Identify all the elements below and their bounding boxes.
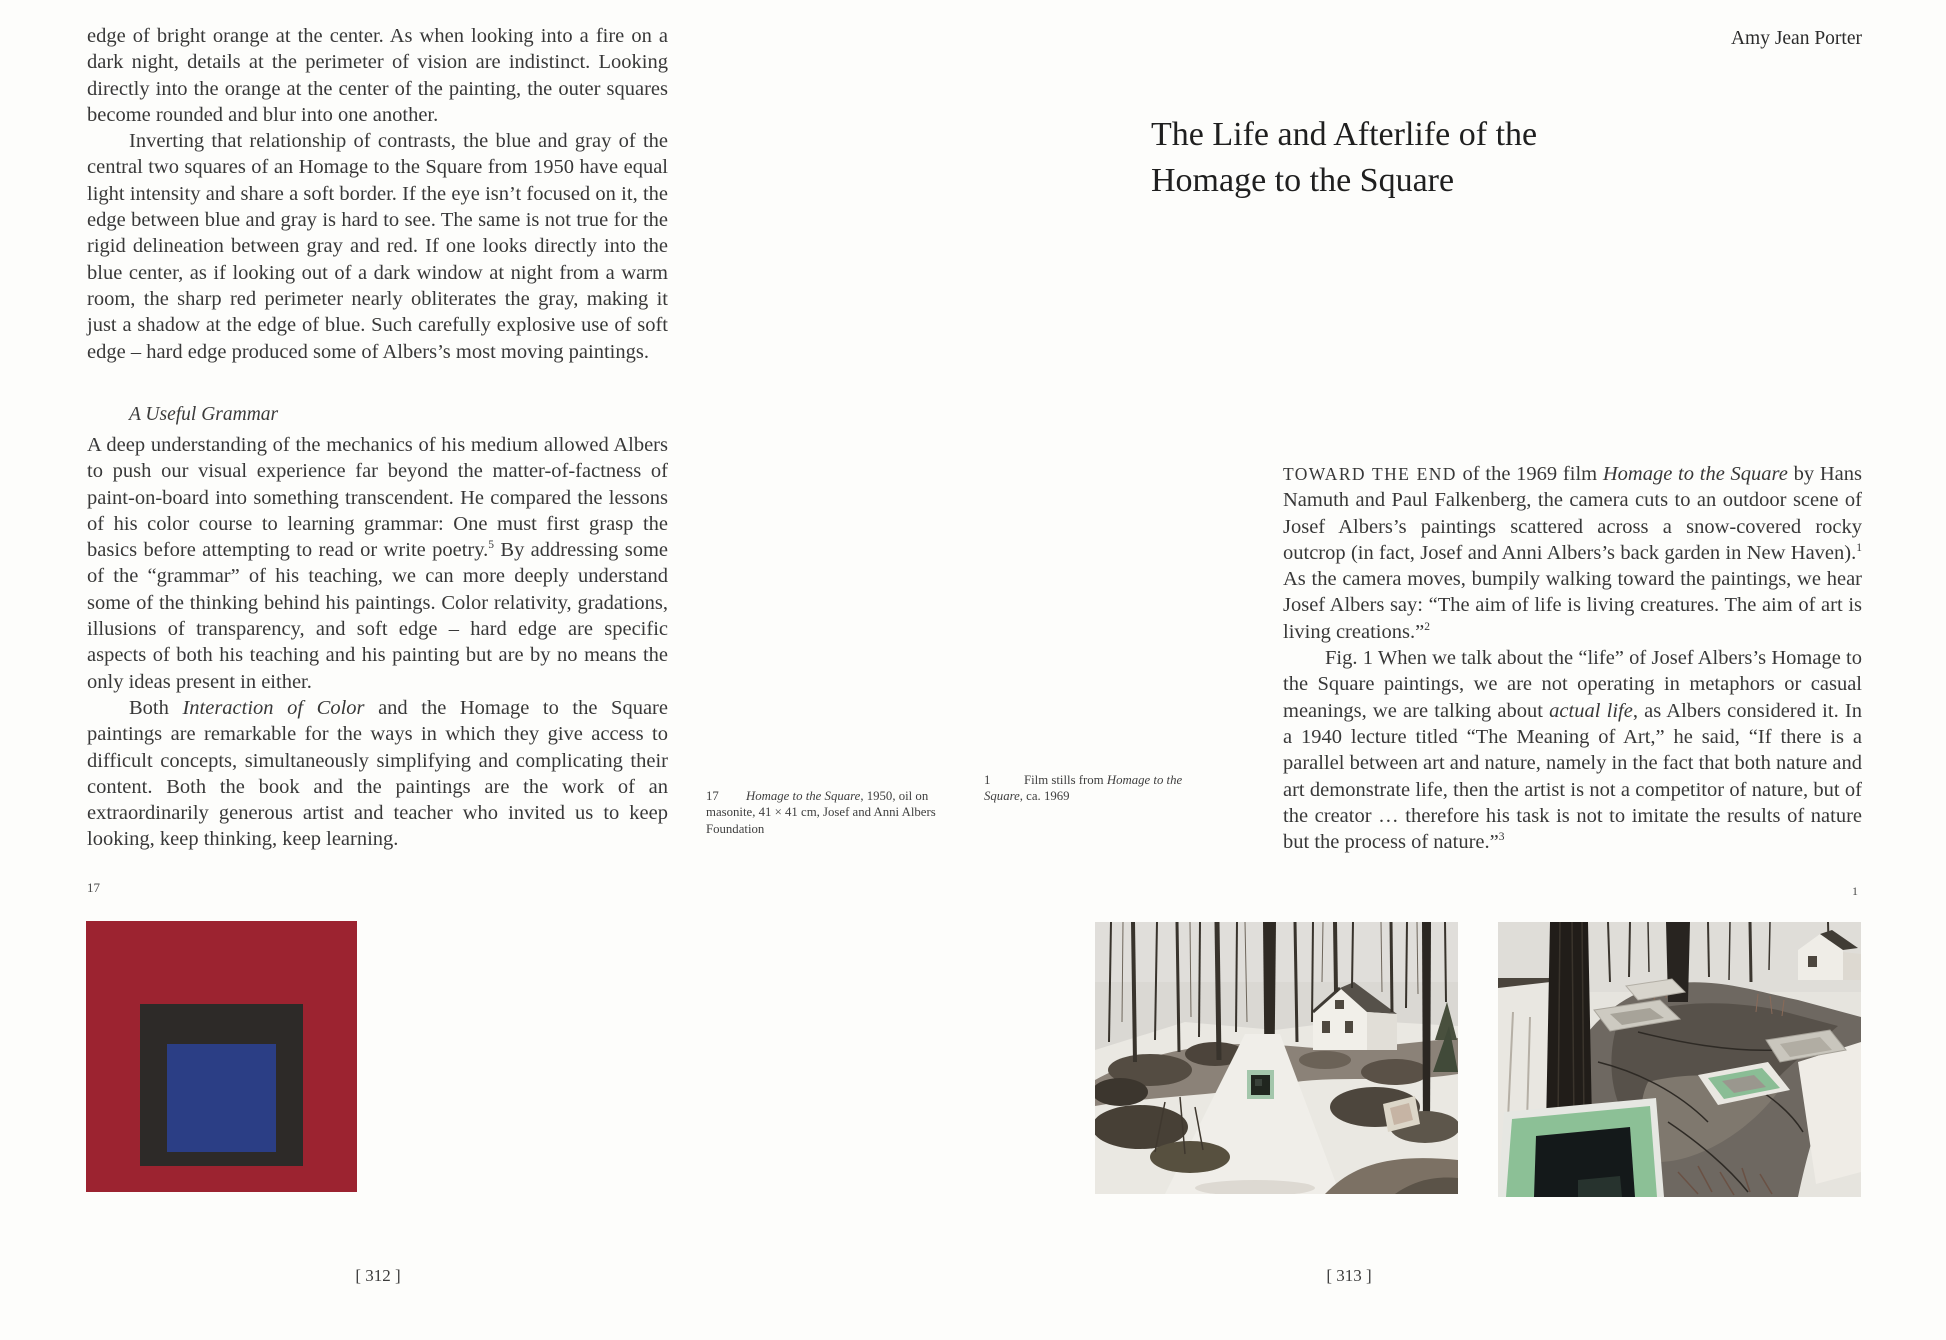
paragraph-both-interaction: Both Interaction of Color and the Homage to the Square paintings are remarkable for the ways in which they give access to difficult concepts, simultaneously simplifying and complicating their content. Both the book and the paintings are the work of an extraordinarily generous artist and teacher who invited us to keep looking, keep thinking, keep learning. — [87, 696, 668, 851]
caption-figure-17 — [706, 788, 936, 837]
caption-number: 17 — [706, 789, 719, 803]
chapter-title-line-1: The Life and Afterlife of the — [1151, 116, 1538, 153]
page-number-313: [ 313 ] — [1326, 1266, 1372, 1285]
caption-text: Film stills from Homage to the Square, ca. 1969 — [984, 773, 1183, 804]
paragraph-deep-understanding: A deep understanding of the mechanics of his medium allowed Albers to push our visual experience far beyond the matter-of-factness of paint-on-board into something transcendent. He compared the lessons of his color course to learning grammar: One must first grasp the basics before attempting to read or write poetry.$^5$ By addressing some of the “grammar” of his teaching, we can more deeply understand some of the thinking behind his paintings. Color relativity, gradations, illusions of transparency, and soft edge – hard edge are specific aspects of both his teaching and his painting but are by no means the only ideas present in either. — [87, 434, 668, 693]
figure-number-1: 1 — [1852, 884, 1858, 898]
paragraph-continuation: edge of bright orange at the center. As when looking into a fire on a dark night, details at the perimeter of vision are indistinct. Looking directly into the orange at the center of the painting, the outer squares become rounded and blur into one another. — [87, 25, 668, 126]
caption-text: Homage to the Square, 1950, oil on masonite, 41 × 41 cm, Josef and Anni Albers Foundation — [706, 789, 936, 836]
author-name: Amy Jean Porter — [1730, 28, 1862, 49]
photo-film-still-rock-outcrop — [1498, 922, 1861, 1197]
caption-number: 1 — [984, 773, 991, 787]
right-body-text — [1283, 461, 1862, 855]
photo-film-still-snow-garden — [1095, 922, 1458, 1194]
left-body-text-top — [87, 23, 668, 365]
chapter-title-line-2: Homage to the Square — [1151, 162, 1455, 199]
figure-number-17: 17 — [87, 880, 100, 895]
paragraph-toward-the-end: TOWARD THE END of the 1969 film Homage to the Square by Hans Namuth and Paul Falkenberg, the camera cuts to an outdoor scene of Josef Albers’s paintings scattered across a snow-covered rocky outcrop (in fact, Josef and Anni Albers’s back garden in New Haven).$^1$ As the camera moves, bumpily walking toward the paintings, we hear Josef Albers say: “The aim of life is living creatures. The aim of art is living creations.”$^2$ — [1283, 463, 1862, 643]
section-heading-a-useful-grammar: A Useful Grammar — [129, 404, 279, 425]
figure-painting-homage-to-the-square — [86, 921, 357, 1192]
painting-inner-blue-square — [167, 1044, 276, 1152]
paragraph-inverting-contrasts: Inverting that relationship of contrasts, the blue and gray of the central two squares of an Homage to the Square from 1950 have equal light intensity and share a soft border. If the eye isn’t focused on it, the edge between blue and gray is hard to see. The same is not true for the rigid delineation between gray and red. If one looks directly into the blue center, as if looking out of a dark window at night from a warm room, the sharp red perimeter nearly obliterates the gray, making it just a shadow at the edge of blue. Such carefully explosive use of soft edge – hard edge produced some of Albers’s most moving paintings. — [87, 130, 668, 363]
caption-figure-1 — [984, 772, 1219, 805]
page-number-312: [ 312 ] — [355, 1266, 401, 1285]
left-body-text-bottom — [87, 432, 668, 853]
paragraph-fig-1: Fig. 1 When we talk about the “life” of Josef Albers’s Homage to the Square paintings, we are not operating in metaphors or casual meanings, we are talking about actual life, as Albers considered it. In a 1940 lecture titled “The Meaning of Art,” he said, “If there is a parallel between art and nature, namely in the fact that both nature and art demonstrate life, then the artist is not a competitor of nature, but of the creator … therefore his task is not to imitate the results of nature but the process of nature.”$^3$ — [1283, 647, 1862, 854]
